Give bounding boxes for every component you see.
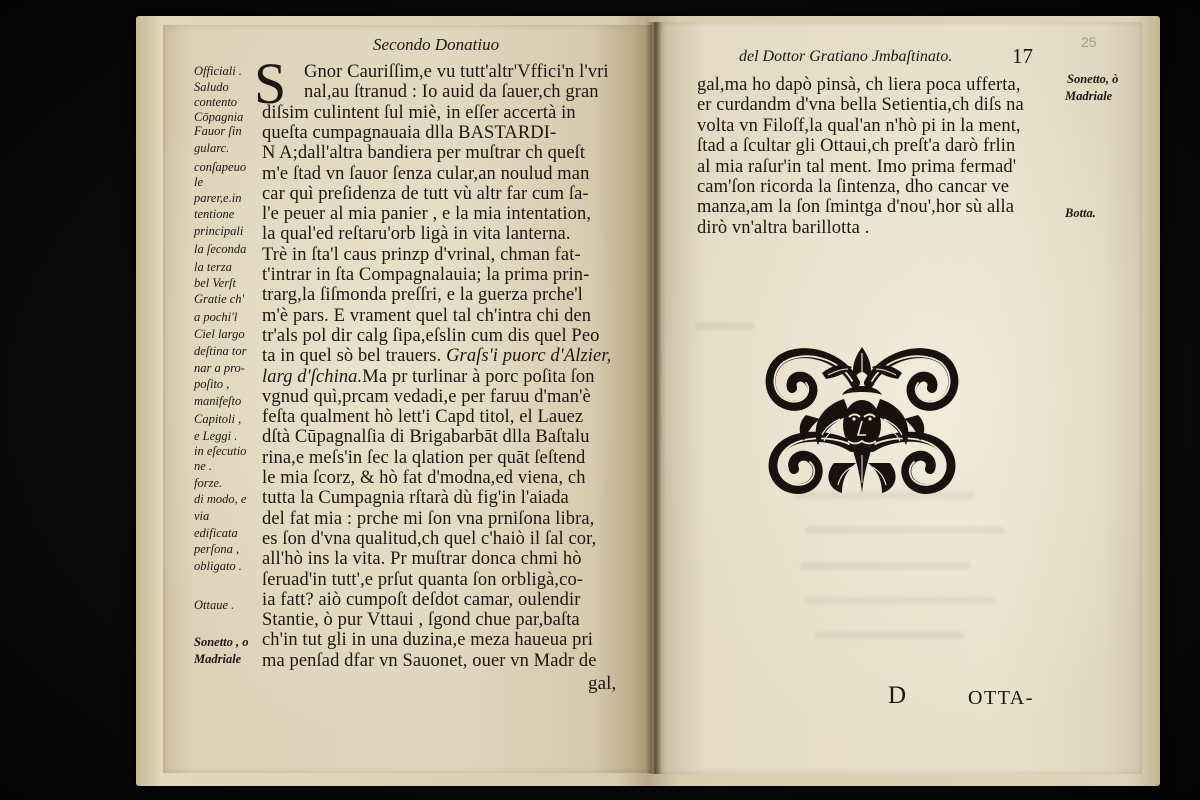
text-line: Stantie, ò pur Vttaui , ſgond chue par,baſta xyxy=(262,610,580,631)
text-line: es ſon d'vna qualitud,ch quel c'haiò il ſal cor, xyxy=(262,528,597,549)
margin-note: e Leggi . xyxy=(194,429,238,443)
margin-note: parer,e.in xyxy=(194,191,242,205)
text-line: ia fatt? aiò cumpoſt deſdot camar, oulendir xyxy=(262,589,581,610)
text-line: gal,ma ho dapò pinsà, ch liera poca ufferta, xyxy=(697,75,1021,95)
margin-note: edificata xyxy=(194,526,238,540)
margin-note: Sonetto, ò xyxy=(1067,72,1119,86)
right-page-text-block xyxy=(697,75,1059,245)
margin-note: via xyxy=(194,509,210,523)
text-line: l'e peuer al mia panier , e la mia intentation, xyxy=(262,204,592,225)
page-number: 17 xyxy=(1012,44,1033,68)
left-page-text-block xyxy=(262,62,645,682)
running-head: Secondo Donatiuo xyxy=(373,35,500,54)
bleed-through-mark xyxy=(805,527,1005,534)
margin-note: perſona , xyxy=(194,542,240,556)
margin-note: forze. xyxy=(194,476,223,490)
margin-note: Fauor ſin xyxy=(194,124,242,138)
margin-note: Madriale xyxy=(194,652,242,666)
text-line: m'e ſtad vn ſauor ſenza cular,an noulud man xyxy=(262,163,590,184)
text-line: Gnor Cauriſſim,e vu tutt'altr'Vffici'n l'vri xyxy=(304,62,609,82)
margin-note: Botta. xyxy=(1065,206,1096,220)
text-line: nal,au ſtranud : Io auid da ſauer,ch gran xyxy=(304,82,599,103)
margin-note: ne . xyxy=(194,459,213,473)
margin-note: principali xyxy=(194,224,244,238)
margin-note: di modo, e xyxy=(194,492,247,506)
bleed-through-mark xyxy=(800,562,970,569)
text-line: del fat mia : prche mi ſon vna prniſona libra, xyxy=(262,508,595,529)
margin-note: in eſecutio xyxy=(194,444,247,458)
text-line: dirò vn'altra barillotta . xyxy=(697,217,870,238)
left-page xyxy=(163,25,652,773)
left-marginalia xyxy=(194,25,260,725)
text-line: ma penſad dfar vn Sauonet, ouer vn Madr de xyxy=(262,650,597,671)
text-line xyxy=(262,346,611,366)
text-line: all'hò ins la vita. Pr muſtrar donca chmi hò xyxy=(262,549,582,570)
margin-note: Madriale xyxy=(1065,89,1113,103)
text-line: manza,am la ſon ſmintga d'nou',hor sù alla xyxy=(697,197,1015,218)
margin-note: Ottaue . xyxy=(194,598,235,612)
text-line: N A;dall'altra bandiera per muſtrar ch queſt xyxy=(262,143,586,164)
text-line: t'intrar in ſta Compagnalauia; la prima prin- xyxy=(262,265,590,285)
text-line: car quì preſidenza de tutt vù altr far cum ſa- xyxy=(262,183,589,204)
roman-phrase: Ma pr turlinar à porc poſita ſon xyxy=(362,366,595,387)
margin-note: bel Verſt xyxy=(194,276,237,290)
book-gutter xyxy=(646,22,662,774)
margin-note: manifeſto xyxy=(194,394,242,408)
text-line: ch'in tut gli in una duzina,e meza haueua pri xyxy=(262,630,593,651)
margin-note: Gratie ch' xyxy=(194,292,245,306)
italic-phrase: larg d'ſchina. xyxy=(262,366,363,387)
right-page xyxy=(655,22,1142,774)
bleed-through-mark xyxy=(805,597,995,604)
bleed-through-mark xyxy=(815,632,965,639)
margin-note: gularc. xyxy=(194,141,230,155)
margin-note: nar a pro- xyxy=(194,361,245,375)
margin-note: la terza xyxy=(194,260,232,274)
text-line: tutta la Cumpagnia rſtarà dù fig'in l'aiada xyxy=(262,488,569,509)
text-line: feſta qualment hò lett'i Capd titol, el Lauez xyxy=(262,407,584,428)
text-line: vgnud quì,prcam vedadi,e per faruu d'man'è xyxy=(262,386,591,407)
pencil-note: 25 xyxy=(1081,34,1097,50)
text-line: dſtà Cūpagnalſia di Brigabarbāt dlla Baſtalu xyxy=(262,427,590,448)
text-line: ſeruad'in tutt',e prſut quanta ſon orbligà,co- xyxy=(262,569,584,590)
margin-note: la ſeconda xyxy=(194,242,247,256)
margin-note: contento xyxy=(194,95,238,109)
text-line: tr'als pol dir calg ſipa,eſslin cum dis quel Peo xyxy=(262,325,600,346)
text-line: trarg,la ſiſmonda preſſri, e la guerza prche'l xyxy=(262,285,583,306)
margin-note: deſtina tor xyxy=(194,344,247,358)
text-line: queſta cumpagnauaia dlla BASTARDI- xyxy=(262,122,557,143)
catchword: gal, xyxy=(588,673,617,694)
section-initial: D xyxy=(888,682,907,709)
margin-note: Ciel largo xyxy=(194,327,245,341)
margin-note: Cōpagnia xyxy=(194,110,244,124)
margin-note: Capitoli , xyxy=(194,412,242,426)
text-line: cam'ſon ricorda la ſintenza, dho cancar ve xyxy=(697,177,1010,197)
margin-note: obligato . xyxy=(194,559,242,573)
running-head: del Dottor Gratiano Jmbaſtinato. xyxy=(739,48,953,65)
margin-note: a pochi'l xyxy=(194,310,238,324)
drop-cap: S xyxy=(254,51,287,116)
woodcut-ornament-icon xyxy=(762,343,962,495)
text-line: le mia ſcorz, & hò fat d'modna,ed viena, ch xyxy=(262,468,586,488)
section-heading: OTTA- xyxy=(968,687,1034,709)
text-line: la qual'ed reſtaru'orb ligà in vita lanterna. xyxy=(262,224,571,245)
margin-note: tentione xyxy=(194,207,235,221)
text-line: m'è pars. E vrament quel tal ch'intra chi den xyxy=(262,305,592,326)
text-line: ſtad a ſcultar gli Ottaui,ch preſt'a darò frlin xyxy=(697,136,1016,157)
roman-phrase: ta in quel sò bel trauers. xyxy=(262,346,447,367)
margin-note: poſito , xyxy=(194,377,230,391)
margin-note: Sonetto , o xyxy=(194,635,249,649)
margin-note: conſapeuo xyxy=(194,160,247,174)
text-line: er curdandm d'vna bella Setientia,ch diſs na xyxy=(697,95,1024,116)
margin-note: Officiali . xyxy=(194,64,242,78)
bleed-through-mark xyxy=(695,322,755,329)
text-line: diſsim culintent ſul miè, in eſſer accertà in xyxy=(262,102,576,123)
text-line xyxy=(262,367,595,387)
text-line: rina,e meſs'in ſec la qlation per quāt ſeſtend xyxy=(262,447,586,468)
text-line: volta vn Filoſf,la qual'an n'hò pi in la ment, xyxy=(697,115,1021,136)
text-line: al mia raſur'in tal ment. Imo prima fermad' xyxy=(697,156,1017,177)
margin-note: le xyxy=(194,175,204,189)
italic-phrase: Graſs'i puorc d'Alzier, xyxy=(446,346,612,367)
margin-note: Saludo xyxy=(194,80,229,94)
text-line: Trè in ſta'l caus prinzp d'vrinal, chman fat- xyxy=(262,244,581,265)
